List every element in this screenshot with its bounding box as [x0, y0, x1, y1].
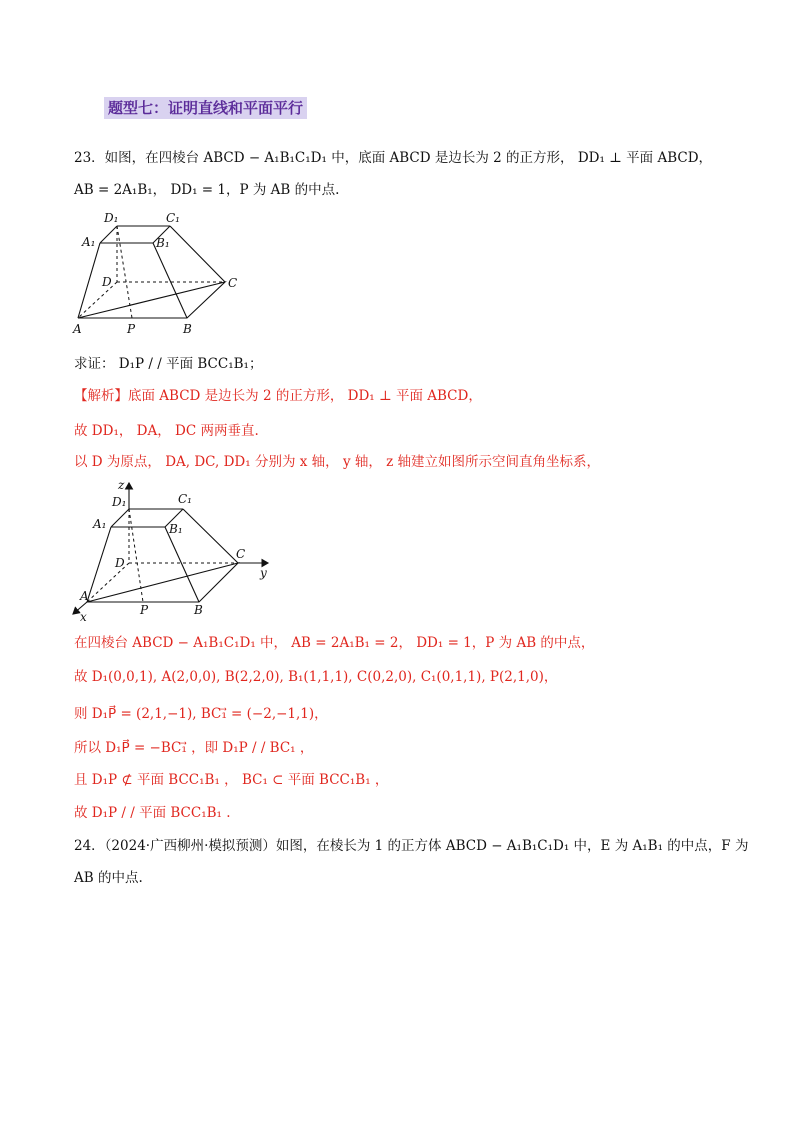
- solution-line-3: 以 D 为原点， DA, DC, DD₁ 分别为 x 轴， y 轴， z 轴建立如图所示空间直角坐标系，: [74, 454, 601, 470]
- edge-c1c: [170, 226, 225, 282]
- label-a1: A₁: [93, 517, 107, 531]
- question-24-text-line2: AB 的中点.: [74, 870, 143, 886]
- label-d1: D₁: [104, 211, 119, 225]
- section-heading: 题型七：证明直线和平面平行: [104, 97, 307, 119]
- label-z: z: [118, 478, 125, 492]
- label-b1: B₁: [156, 236, 170, 250]
- prove-statement: 求证： D₁P / / 平面 BCC₁B₁；: [74, 356, 263, 372]
- label-p: P: [140, 603, 149, 617]
- label-p: P: [127, 322, 136, 336]
- solution-tag: 【解析】: [74, 388, 128, 404]
- label-a1: A₁: [82, 235, 96, 249]
- solution-line-8: 且 D₁P ⊄ 平面 BCC₁B₁ ， BC₁ ⊂ 平面 BCC₁B₁ ，: [74, 772, 389, 788]
- solution-line-2: 故 DD₁， DA， DC 两两垂直.: [74, 423, 259, 439]
- label-c: C: [236, 547, 246, 561]
- frustum-figure: [66, 206, 246, 340]
- solution-line-4: 在四棱台 ABCD − A₁B₁C₁D₁ 中， AB = 2A₁B₁ = 2， DD₁ = 1，P 为 AB 的中点，: [74, 635, 595, 651]
- label-d: D: [102, 275, 112, 289]
- solution-line-9: 故 D₁P / / 平面 BCC₁B₁ .: [74, 805, 231, 821]
- bottom-base-front: [87, 563, 238, 602]
- label-y: y: [260, 566, 267, 580]
- edge-a1a: [78, 243, 100, 318]
- solution-text-1: 底面 ABCD 是边长为 2 的正方形， DD₁ ⊥ 平面 ABCD，: [128, 388, 482, 404]
- edge-c1c: [183, 509, 238, 563]
- label-c1: C₁: [166, 211, 180, 225]
- edge-b1b: [165, 527, 199, 602]
- solution-line-6: 则 D₁P⃗ = (2,1,−1), BC₁⃗ = (−2,−1,1)，: [74, 706, 328, 722]
- segment-d1p: [117, 226, 132, 318]
- edge-a1d1: [100, 226, 117, 243]
- label-d: D: [115, 556, 125, 570]
- label-b: B: [183, 322, 192, 336]
- question-23-text-line2: AB = 2A₁B₁， DD₁ = 1，P 为 AB 的中点.: [74, 182, 340, 198]
- edge-a1a: [87, 527, 111, 602]
- label-a: A: [73, 322, 82, 336]
- label-b1: B₁: [169, 522, 183, 536]
- edge-a1d1: [111, 509, 129, 527]
- label-b: B: [194, 603, 203, 617]
- label-a: A: [80, 589, 89, 603]
- label-c1: C₁: [178, 492, 192, 506]
- question-23-text-line1: 23．如图，在四棱台 ABCD − A₁B₁C₁D₁ 中，底面 ABCD 是边长为 2 的正方形， DD₁ ⊥ 平面 ABCD，: [74, 150, 713, 166]
- frustum-axes-figure: [66, 476, 280, 622]
- label-c: C: [228, 276, 238, 290]
- solution-line-5: 故 D₁(0,0,1), A(2,0,0), B(2,2,0), B₁(1,1,1), C(0,2,0), C₁(0,1,1), P(2,1,0)，: [74, 669, 558, 685]
- solution-line-1: [74, 386, 482, 406]
- edge-b1b: [153, 243, 187, 318]
- bottom-base-front: [78, 282, 225, 318]
- segment-d1p: [129, 509, 143, 602]
- question-24-text-line1: 24．（2024·广西柳州·模拟预测）如图，在棱长为 1 的正方体 ABCD − A₁B₁C₁D₁ 中，E 为 A₁B₁ 的中点，F 为: [74, 838, 749, 854]
- label-x: x: [80, 610, 87, 622]
- solution-line-7: 所以 D₁P⃗ = −BC₁⃗ ，即 D₁P / / BC₁ ，: [74, 740, 314, 756]
- label-d1: D₁: [112, 495, 127, 509]
